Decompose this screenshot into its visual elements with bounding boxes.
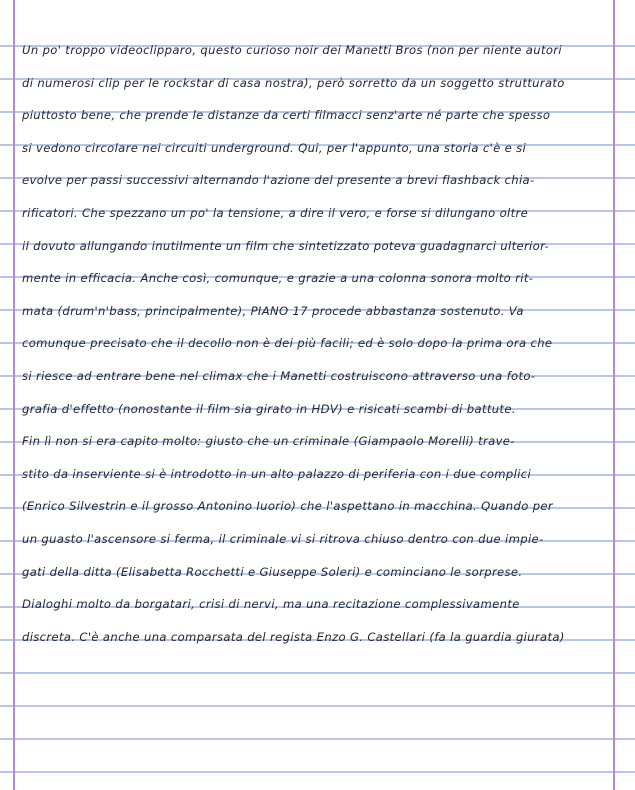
text-line: gati della ditta (Elisabetta Rocchetti e Giuseppe Soleri) e cominciano le sorprese. [22,564,523,579]
text-line: mente in efficacia. Anche così, comunque, e grazie a una colonna sonora molto rit- [22,271,534,286]
right-margin-rule [613,0,615,790]
handwritten-text [22,34,608,653]
text-line: evolve per passi successivi alternando l'azione del presente a brevi flashback chia- [22,173,535,188]
text-line: mata (drum'n'bass, principalmente), PIANO 17 procede abbastanza sostenuto. Va [22,303,524,318]
text-line: (Enrico Silvestrin e il grosso Antonino Iuorio) che l'aspettano in macchina. Quando per [22,499,554,514]
text-line: Fin lì non si era capito molto: giusto che un criminale (Giampaolo Morelli) trave- [22,434,515,449]
text-line: Un po' troppo videoclipparo, questo curioso noir dei Manetti Bros (non per niente autori [22,43,562,57]
text-line: discreta. C'è anche una comparsata del regista Enzo G. Castellari (fa la guardia giurata) [22,629,565,644]
text-line: comunque precisato che il decollo non è dei più facili; ed è solo dopo la prima ora che [22,336,553,351]
text-line: Dialoghi molto da borgatari, crisi di nervi, ma una recitazione complessivamente [22,597,520,612]
text-line: un guasto l'ascensore si ferma, il criminale vi si ritrova chiuso dentro con due impie- [22,531,544,546]
text-line: rificatori. Che spezzano un po' la tensione, a dire il vero, e forse si dilungano oltre [22,205,529,220]
text-line: piuttosto bene, che prende le distanze da certi filmacci senz'arte né parte che spesso [22,108,551,123]
text-line: grafia d'effetto (nonostante il film sia girato in HDV) e risicati scambi di battute. [22,401,516,416]
text-line: il dovuto allungando inutilmente un film che sintetizzato poteva guadagnarci ulterior- [22,238,550,253]
left-margin-rule [13,0,15,790]
text-line: di numerosi clip per le rockstar di casa nostra), però sorretto da un soggetto strutturato [22,75,565,90]
text-line: si riesce ad entrare bene nel climax che i Manetti costruiscono attraverso una foto- [22,368,536,383]
text-line: si vedono circolare nei circuiti underground. Qui, per l'appunto, una storia c'è e si [22,140,527,155]
text-line: stito da inserviente si è introdotto in un alto palazzo di periferia con i due complici [22,466,532,481]
